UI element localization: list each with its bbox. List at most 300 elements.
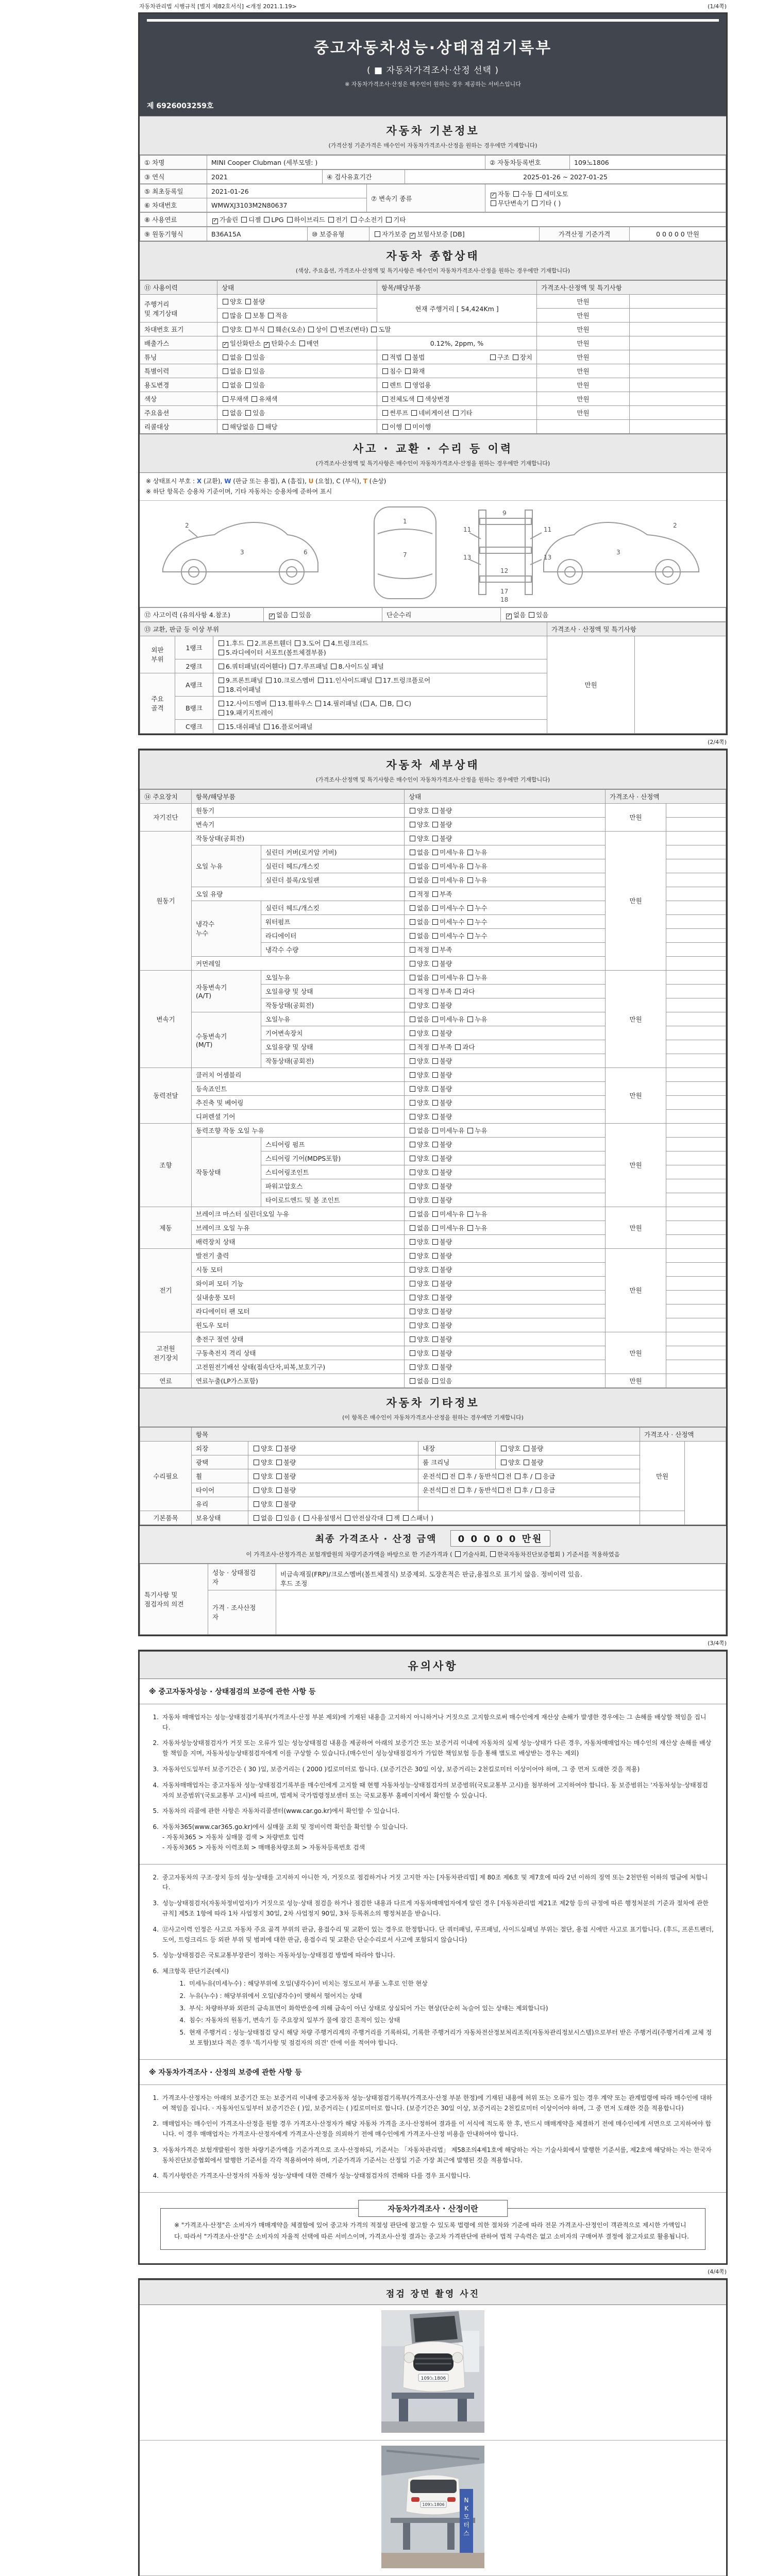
checkbox[interactable]	[363, 701, 369, 706]
item-label: 디퍼렌셜 기어	[192, 1109, 405, 1123]
state-options: 없음 미세누유 누유	[405, 859, 606, 873]
accident-history-label: ⑫ 사고이력 (유의사항 4.참조)	[140, 607, 264, 621]
checkbox[interactable]	[467, 919, 473, 925]
notice-item-number: 4.	[153, 1925, 159, 1933]
checkbox-checked[interactable]	[212, 218, 218, 224]
notice-list-c	[140, 2085, 726, 2193]
checkbox[interactable]	[432, 1253, 438, 1259]
checkbox[interactable]	[524, 1446, 529, 1451]
wheel-state: 양호 불량	[248, 1469, 418, 1483]
checkbox[interactable]	[223, 424, 228, 430]
notice-item	[149, 1951, 714, 1961]
checkbox[interactable]	[276, 1446, 282, 1451]
checkbox[interactable]	[410, 947, 415, 953]
checkbox[interactable]	[455, 1044, 461, 1050]
state-code-notes	[140, 473, 726, 501]
checkbox[interactable]	[455, 989, 461, 994]
checkbox[interactable]	[432, 1225, 438, 1231]
notes-cell	[666, 1332, 726, 1346]
checkbox-checked[interactable]	[223, 342, 228, 348]
checkbox[interactable]	[386, 1515, 392, 1521]
checkbox[interactable]	[432, 1281, 438, 1286]
checkbox[interactable]	[331, 664, 337, 669]
notes-cell	[666, 1276, 726, 1290]
checkbox[interactable]	[432, 1114, 438, 1120]
checkbox[interactable]	[501, 1460, 507, 1465]
checkbox-checked[interactable]	[264, 342, 270, 348]
checkbox[interactable]	[308, 327, 314, 332]
checkbox[interactable]	[432, 905, 438, 911]
notes-cell	[666, 1067, 726, 1081]
checkbox[interactable]	[432, 1072, 438, 1078]
checkbox[interactable]	[258, 424, 263, 430]
state-options: 없음 미세누유 누유	[405, 1012, 606, 1026]
checkbox[interactable]	[432, 1295, 438, 1300]
checkbox[interactable]	[219, 710, 224, 716]
checkbox[interactable]	[513, 191, 519, 197]
checkbox[interactable]	[254, 1515, 259, 1521]
checkbox[interactable]	[270, 701, 276, 706]
checkbox[interactable]	[432, 808, 438, 814]
checkbox[interactable]	[223, 410, 228, 416]
notice-item-number: 5.	[153, 1952, 159, 1959]
device-label: 자기진단	[140, 803, 192, 831]
checkbox[interactable]	[490, 1551, 496, 1557]
checkbox[interactable]	[276, 1460, 282, 1465]
checkbox[interactable]	[410, 1100, 415, 1106]
col-usage-history: ⑪ 사용이력	[140, 281, 217, 295]
checkbox[interactable]	[442, 1487, 448, 1493]
checkbox[interactable]	[459, 1487, 464, 1493]
checkbox[interactable]	[432, 1058, 438, 1064]
checkbox[interactable]	[223, 299, 228, 304]
etc-info-table	[140, 1427, 726, 1525]
checkbox[interactable]	[331, 327, 337, 332]
checkbox[interactable]	[529, 612, 534, 618]
checkbox[interactable]	[410, 1281, 415, 1286]
checkbox[interactable]	[382, 382, 388, 388]
subitem-label: 오일누유	[261, 1012, 405, 1026]
checkbox[interactable]	[318, 677, 324, 683]
checkbox[interactable]	[455, 1551, 461, 1557]
page-2	[138, 749, 728, 1636]
checkbox[interactable]	[432, 1128, 438, 1133]
checkbox[interactable]	[411, 410, 417, 416]
state-options: 양호 불량	[405, 1234, 606, 1248]
checkbox[interactable]	[397, 701, 402, 706]
checkbox[interactable]	[432, 1309, 438, 1314]
checkbox[interactable]	[382, 410, 388, 416]
checkbox[interactable]	[410, 1239, 415, 1245]
checkbox[interactable]	[432, 1197, 438, 1203]
checkbox-checked[interactable]	[506, 614, 512, 619]
checkbox[interactable]	[405, 368, 411, 374]
checkbox[interactable]	[432, 1016, 438, 1022]
state-options: 없음 미세누유 누유	[405, 1221, 606, 1234]
notes-cell	[630, 378, 726, 392]
checkbox[interactable]	[467, 877, 473, 883]
checkbox[interactable]	[410, 1114, 415, 1120]
checkbox[interactable]	[410, 1030, 415, 1036]
checkbox[interactable]	[417, 396, 423, 402]
exchange-head: ⑬ 교환, 판금 등 이상 부위	[140, 622, 547, 636]
section-subtitle: (색상, 주요옵션, 가격조사·산정액 및 특기사항은 매수인이 자동차가격조사·산정을 원하는 경우에만 기재합니다)	[295, 267, 570, 274]
item-label: 작동상태(공회전)	[192, 831, 405, 845]
checkbox[interactable]	[351, 217, 357, 223]
checkbox[interactable]	[432, 850, 438, 855]
checkbox[interactable]	[223, 368, 228, 374]
checkbox[interactable]	[432, 1364, 438, 1370]
checkbox[interactable]	[276, 1487, 282, 1493]
checkbox[interactable]	[292, 612, 297, 618]
checkbox[interactable]	[241, 217, 247, 223]
valid-label: ④ 검사유효기간	[323, 170, 405, 184]
checkbox[interactable]	[382, 424, 388, 430]
checkbox[interactable]	[467, 1016, 473, 1022]
notice-item	[149, 1925, 714, 1945]
checkbox[interactable]	[524, 1460, 529, 1465]
notes-cell	[666, 887, 726, 901]
notice-item	[149, 2171, 714, 2181]
checkbox[interactable]	[432, 1170, 438, 1175]
item-label: 고전원전기배선 상태(접속단자,피복,보호기구)	[192, 1360, 405, 1374]
checkbox[interactable]	[264, 724, 270, 730]
checkbox[interactable]	[467, 933, 473, 939]
checkbox[interactable]	[432, 891, 438, 897]
notice-subitem	[176, 2004, 714, 2014]
checkbox[interactable]	[432, 1267, 438, 1273]
item-label: 배력장치 상태	[192, 1234, 405, 1248]
state-options: 양호 불량	[405, 817, 606, 831]
checkbox-checked[interactable]	[410, 233, 415, 239]
subitem-label: 실린더 블록/오일팬	[261, 873, 405, 887]
checkbox[interactable]	[432, 1030, 438, 1036]
checkbox[interactable]	[410, 1003, 415, 1008]
vin-marking-state: 양호 부식 훼손(오손) 상이 변조(변타) 도말	[217, 323, 537, 336]
checkbox[interactable]	[410, 1170, 415, 1175]
checkbox[interactable]	[410, 850, 415, 855]
checkbox[interactable]	[223, 396, 228, 402]
checkbox[interactable]	[247, 640, 253, 646]
checkbox[interactable]	[254, 1487, 259, 1493]
checkbox[interactable]	[371, 327, 377, 332]
checkbox[interactable]	[410, 975, 415, 980]
rankB-label: B랭크	[175, 696, 213, 719]
group-price: 만원	[606, 1248, 666, 1332]
checkbox[interactable]	[515, 1487, 520, 1493]
notes-cell	[666, 1012, 726, 1026]
checkbox[interactable]	[328, 217, 334, 223]
checkbox[interactable]	[432, 822, 438, 827]
checkbox[interactable]	[324, 640, 329, 646]
checkbox[interactable]	[219, 677, 224, 683]
checkbox[interactable]	[219, 650, 224, 655]
checkbox[interactable]	[245, 382, 251, 388]
checkbox[interactable]	[432, 947, 438, 953]
checkbox[interactable]	[410, 1378, 415, 1384]
checkbox[interactable]	[467, 975, 473, 980]
checkbox[interactable]	[405, 354, 411, 360]
checkbox[interactable]	[535, 1473, 541, 1479]
checkbox[interactable]	[410, 1295, 415, 1300]
checkbox[interactable]	[254, 1501, 259, 1507]
checkbox[interactable]	[410, 1350, 415, 1356]
checkbox[interactable]	[254, 1460, 259, 1465]
detail-row	[140, 1123, 726, 1137]
notes-cell	[666, 914, 726, 928]
subitem-label: 스티어링 기어(MDPS포함)	[261, 1151, 405, 1165]
item-label: 브레이크 오일 누유	[192, 1221, 405, 1234]
checkbox[interactable]	[375, 231, 380, 237]
reg-no-label: ② 자동차등록번호	[485, 156, 570, 170]
checkbox[interactable]	[432, 877, 438, 883]
checkbox[interactable]	[532, 200, 537, 206]
checkbox[interactable]	[498, 1487, 504, 1493]
checkbox[interactable]	[410, 1309, 415, 1314]
state-options: 양호 불량	[405, 1151, 606, 1165]
rank2-label: 2랭크	[175, 659, 213, 673]
device-label: 전기	[140, 1248, 192, 1332]
checkbox[interactable]	[410, 822, 415, 827]
diagram-num-17: 17	[500, 587, 509, 595]
checkbox[interactable]	[432, 1323, 438, 1328]
checkbox[interactable]	[410, 1336, 415, 1342]
checkbox[interactable]	[251, 396, 257, 402]
checkbox[interactable]	[467, 1211, 473, 1217]
state-code-letter: U	[308, 478, 314, 485]
rankA-items: 9.프론트패널 10.크로스멤버 11.인사이드패널 17.트렁크플로어 18.리어패널	[213, 673, 547, 696]
vin-marking-label: 차대번호 표기	[140, 323, 217, 336]
checkbox[interactable]	[513, 354, 518, 360]
checkbox[interactable]	[432, 1239, 438, 1245]
checkbox[interactable]	[410, 877, 415, 883]
checkbox[interactable]	[382, 368, 388, 374]
checkbox[interactable]	[410, 933, 415, 939]
checkbox[interactable]	[432, 1003, 438, 1008]
checkbox[interactable]	[490, 354, 496, 360]
checkbox[interactable]	[219, 724, 224, 730]
checkbox[interactable]	[432, 1211, 438, 1217]
checkbox[interactable]	[453, 410, 459, 416]
notice-item-text: 자동차 매매업자는 성능·상태점검기록부(가격조사·산정 부분 제외)에 기재된 내용을 고지하지 아니하거나 거짓으로 고지함으로써 매수인에게 재산상 손해가 발생한 경우에는 그 손해를 배상할 책임을 집니다.	[162, 1713, 707, 1731]
checkbox[interactable]	[268, 327, 274, 332]
checkbox[interactable]	[498, 1473, 504, 1479]
vin-value: WMWXJ3103M2N80637	[207, 198, 367, 212]
checkbox[interactable]	[467, 1128, 473, 1133]
checkbox[interactable]	[223, 313, 228, 318]
checkbox-checked[interactable]	[491, 193, 496, 198]
checkbox[interactable]	[245, 410, 251, 416]
checkbox[interactable]	[410, 1128, 415, 1133]
checkbox[interactable]	[410, 1323, 415, 1328]
checkbox[interactable]	[410, 1044, 415, 1050]
item-label: 실내송풍 모터	[192, 1290, 405, 1304]
notice-item-number: 6.	[153, 1968, 159, 1975]
device-label: 원동기	[140, 831, 192, 970]
checkbox[interactable]	[536, 191, 542, 197]
document-title-note: ※ 자동차가격조사·산정은 매수인이 원하는 경우 제공하는 서비스입니다	[345, 81, 521, 88]
notes-cell	[666, 970, 726, 984]
checkbox[interactable]	[380, 701, 386, 706]
checkbox[interactable]	[219, 640, 224, 646]
checkbox[interactable]	[410, 1253, 415, 1259]
page-4	[138, 2278, 728, 2576]
price-cell: 만원	[537, 350, 630, 364]
detail-col-state: 상태	[405, 789, 606, 803]
checkbox[interactable]	[382, 396, 388, 402]
checkbox[interactable]	[410, 891, 415, 897]
checkbox[interactable]	[382, 354, 388, 360]
checkbox[interactable]	[410, 1086, 415, 1092]
checkbox[interactable]	[268, 313, 274, 318]
warranty-label: ⑩ 보증유형	[308, 227, 369, 241]
checkbox[interactable]	[410, 863, 415, 869]
item-label: 커먼레일	[192, 956, 405, 970]
checkbox[interactable]	[410, 919, 415, 925]
checkbox[interactable]	[432, 933, 438, 939]
checkbox[interactable]	[432, 836, 438, 841]
checkbox[interactable]	[219, 687, 224, 692]
item-label: 오일 유량	[192, 887, 405, 901]
checkbox[interactable]	[467, 905, 473, 911]
checkbox[interactable]	[276, 1473, 282, 1479]
checkbox[interactable]	[442, 1473, 448, 1479]
subitem-label: 스티어링 펌프	[261, 1137, 405, 1151]
col-state: 상태	[217, 281, 377, 295]
checkbox[interactable]	[245, 368, 251, 374]
checkbox[interactable]	[410, 1225, 415, 1231]
checkbox[interactable]	[304, 1515, 309, 1521]
checkbox[interactable]	[410, 989, 415, 994]
checkbox[interactable]	[515, 1473, 520, 1479]
checkbox[interactable]	[432, 989, 438, 994]
checkbox[interactable]	[432, 961, 438, 967]
checkbox[interactable]	[410, 905, 415, 911]
checkbox[interactable]	[467, 850, 473, 855]
checkbox[interactable]	[290, 664, 295, 669]
checkbox[interactable]	[410, 1156, 415, 1161]
checkbox[interactable]	[410, 1016, 415, 1022]
item-label: 냉각수 누수	[192, 901, 261, 956]
detail-row	[140, 970, 726, 984]
checkbox[interactable]	[295, 640, 300, 646]
checkbox[interactable]	[410, 1183, 415, 1189]
checkbox[interactable]	[403, 1515, 409, 1521]
checkbox[interactable]	[245, 327, 251, 332]
checkbox[interactable]	[432, 863, 438, 869]
checkbox[interactable]	[410, 1058, 415, 1064]
appraiser-opinion	[276, 1590, 726, 1634]
notice-subitem	[176, 2015, 714, 2026]
checkbox[interactable]	[254, 1446, 259, 1451]
checkbox[interactable]	[432, 1156, 438, 1161]
passenger-car-note: ※ 하단 항목은 승용차 기준이며, 기타 자동차는 승용차에 준하여 표시	[146, 488, 332, 496]
exchange-panel-table	[140, 622, 726, 734]
col-item-part: 항목/해당부품	[377, 281, 537, 295]
checkbox[interactable]	[459, 1473, 464, 1479]
checkbox[interactable]	[432, 919, 438, 925]
checkbox[interactable]	[432, 1100, 438, 1106]
form-note: 자동차관리법 시행규칙 [별지 제82호서식] <개정 2021.1.19>	[139, 3, 297, 10]
checkbox[interactable]	[405, 382, 411, 388]
checkbox[interactable]	[410, 961, 415, 967]
checkbox[interactable]	[410, 836, 415, 841]
engine-type-value: B36A15A	[207, 227, 308, 241]
section-subtitle: (가격조사·산정액 및 특기사항은 매수인이 자동차가격조사·산정을 원하는 경우에만 기재합니다)	[315, 460, 550, 467]
checkbox[interactable]	[223, 382, 228, 388]
vin-label: ⑥ 차대번호	[140, 198, 207, 212]
diagram-num-3r: 3	[616, 548, 620, 556]
checkbox[interactable]	[501, 1446, 507, 1451]
checkbox[interactable]	[254, 1473, 259, 1479]
tuning-items	[377, 350, 537, 364]
notice-subitem-text: 현재 주행거리 : 성능·상태점검 당시 해당 차량 주행거리계의 주행거리를 기록하되, 기록한 주행거리가 자동차전산정보처리조직(자동차관리정보시스템)으로부터 받은 주행거리(주행거리계 교체 정보 포함)보다 적은 경우 '특기사항 및 점검자의 의견' 란에 이를 적어야 합니다.	[189, 2029, 712, 2046]
notes-cell	[666, 1290, 726, 1304]
checkbox[interactable]	[467, 1225, 473, 1231]
checkbox[interactable]	[315, 701, 321, 706]
checkbox[interactable]	[491, 200, 496, 206]
checkbox[interactable]	[535, 1487, 541, 1493]
checkbox[interactable]	[223, 354, 228, 360]
checkbox[interactable]	[266, 677, 272, 683]
checkbox[interactable]	[410, 1211, 415, 1217]
checkbox[interactable]	[376, 677, 381, 683]
checkbox[interactable]	[405, 424, 411, 430]
exterior-label: 외장	[192, 1441, 248, 1455]
rank2-items: 6.쿼터패널(리어휀다) 7.루프패널 8.사이드실 패널	[213, 659, 547, 673]
item-label: 자동변속기 (A/T)	[192, 970, 261, 1012]
interior-state: 양호 불량	[496, 1441, 640, 1455]
state-options: 양호 불량	[405, 1248, 606, 1262]
checkbox[interactable]	[276, 1515, 282, 1521]
checkbox[interactable]	[219, 664, 224, 669]
checkbox[interactable]	[410, 1197, 415, 1203]
recall-items: 이행 미이행	[377, 420, 537, 434]
checkbox[interactable]	[467, 863, 473, 869]
checkbox[interactable]	[432, 1183, 438, 1189]
checkbox[interactable]	[432, 1336, 438, 1342]
subitem-label: 실린더 커버(로커암 커버)	[261, 845, 405, 859]
options-state: 없음 있음	[217, 406, 377, 420]
item-label: 클러치 어셈블리	[192, 1067, 405, 1081]
checkbox[interactable]	[223, 327, 228, 332]
checkbox[interactable]	[287, 217, 293, 223]
checkbox[interactable]	[410, 808, 415, 814]
checkbox[interactable]	[299, 341, 305, 346]
checkbox[interactable]	[345, 1515, 350, 1521]
checkbox[interactable]	[410, 1072, 415, 1078]
checkbox[interactable]	[410, 1142, 415, 1147]
checkbox[interactable]	[386, 217, 392, 223]
checkbox[interactable]	[245, 299, 251, 304]
checkbox[interactable]	[264, 217, 270, 223]
checkbox[interactable]	[432, 1350, 438, 1356]
checkbox-checked[interactable]	[269, 614, 275, 619]
checkbox[interactable]	[410, 1364, 415, 1370]
checkbox[interactable]	[410, 1267, 415, 1273]
notice-item	[149, 2119, 714, 2140]
checkbox[interactable]	[245, 354, 251, 360]
checkbox[interactable]	[276, 1501, 282, 1507]
state-options: 양호 불량	[405, 1054, 606, 1067]
checkbox[interactable]	[245, 313, 251, 318]
checkbox[interactable]	[432, 1086, 438, 1092]
checkbox[interactable]	[432, 1044, 438, 1050]
checkbox[interactable]	[432, 1142, 438, 1147]
checkbox[interactable]	[432, 975, 438, 980]
checkbox[interactable]	[219, 701, 224, 706]
checkbox[interactable]	[432, 1378, 438, 1384]
